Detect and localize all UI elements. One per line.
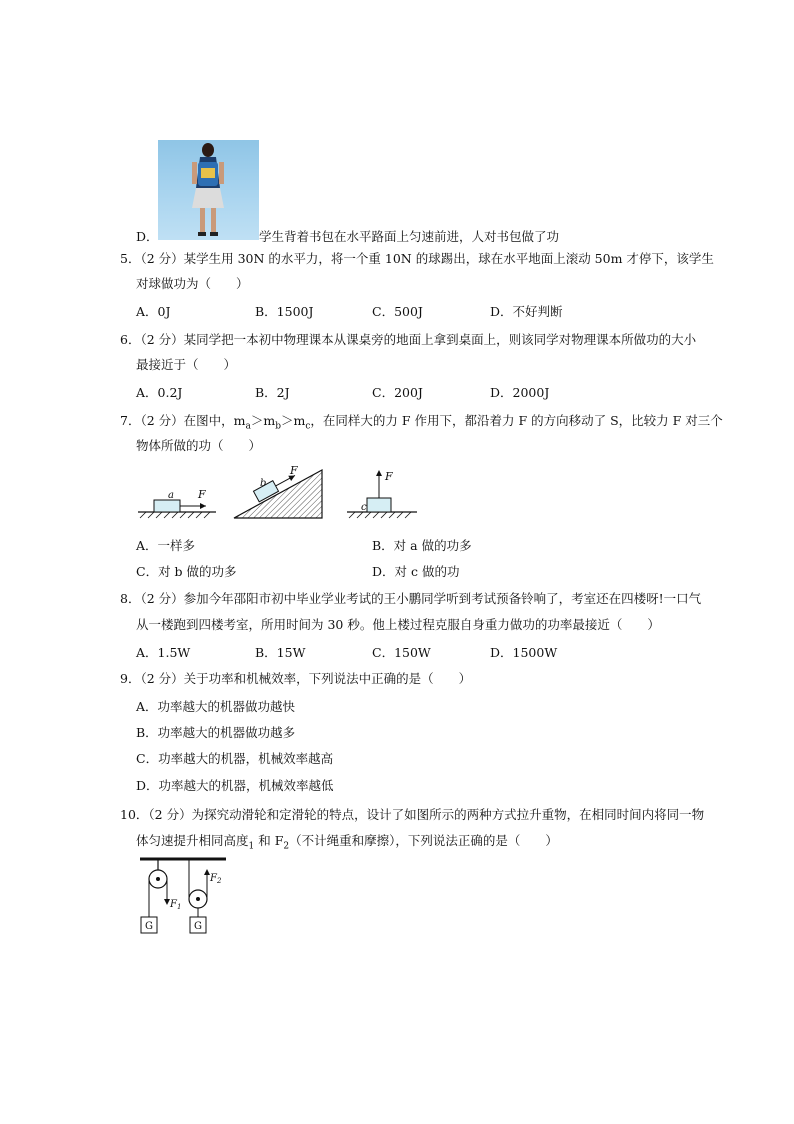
- q8-option-c[interactable]: C．150W: [372, 645, 431, 660]
- q10-line2-sub: 1: [248, 841, 255, 852]
- q6-option-d[interactable]: D．2000J: [490, 385, 550, 400]
- q5-option-c[interactable]: C．500J: [372, 304, 423, 319]
- q5-option-d[interactable]: D．不好判断: [490, 304, 563, 319]
- q10-fixed-pulley: [141, 859, 181, 933]
- q4-option-d-label: D．: [136, 229, 159, 244]
- q6-option-b[interactable]: B．2J: [255, 385, 290, 400]
- q6-option-c[interactable]: C．200J: [372, 385, 423, 400]
- q8-option-d[interactable]: D．1500W: [490, 645, 558, 660]
- q7-force-b-label: F: [290, 464, 298, 477]
- q10-f1-label: $F_1$: [170, 899, 182, 911]
- q7-force-a-label: F: [198, 488, 206, 501]
- q10-line2-post: （不计绳重和摩擦），下列说法正确的是（ ）: [289, 833, 558, 848]
- q9-option-a[interactable]: A．功率越大的机器做功越快: [136, 699, 296, 714]
- q7-label-a: a: [168, 490, 174, 501]
- q7-stem-line2: 物体所做的功（ ）: [136, 438, 262, 453]
- q9-option-b[interactable]: B．功率越大的机器做功越多: [136, 725, 296, 740]
- q7-figure-incline: [230, 462, 330, 524]
- q7-stem-line1: [120, 413, 723, 435]
- q8-option-b[interactable]: B．15W: [255, 645, 306, 660]
- q6-option-a[interactable]: A．0.2J: [136, 385, 183, 400]
- q5-option-a[interactable]: A．0J: [136, 304, 171, 319]
- q7-option-c[interactable]: C．对 b 做的功多: [136, 564, 237, 579]
- q8-stem-line1: 8．（2 分）参加今年邵阳市初中毕业学业考试的王小鹏同学听到考试预备铃响了，考室还在四楼呀!一口气: [120, 591, 702, 606]
- q10-line2-sub2: 2: [283, 841, 290, 852]
- q7-block-b-diagram: [234, 464, 322, 518]
- q7-gt1: ＞m: [250, 413, 276, 428]
- q10-f2-label: $F_2$: [210, 873, 222, 885]
- q10-g2-label: G: [194, 921, 202, 932]
- q7-sub-c: c: [305, 421, 311, 432]
- q7-sub-b: b: [275, 421, 281, 432]
- q6-stem-line1: 6．（2 分）某同学把一本初中物理课本从课桌旁的地面上拿到桌面上，则该同学对物理课本所做功的大小: [120, 332, 697, 347]
- q6-stem-line2: 最接近于（ ）: [136, 357, 237, 372]
- q7-figure-vertical: [345, 462, 425, 524]
- q7-option-b[interactable]: B．对 a 做的功多: [372, 538, 472, 553]
- q10-movable-pulley: [189, 859, 222, 933]
- q7-stem-post: ，在同样大的力 F 作用下，都沿着力 F 的方向移动了 S，比较力 F 对三个: [310, 413, 723, 428]
- q5-stem-line2: 对球做功为（ ）: [136, 276, 249, 291]
- q8-stem-line2: 从一楼跑到四楼考室，所用时间为 30 秒。他上楼过程克服自身重力做功的功率最接近（ ）: [136, 617, 660, 632]
- q10-stem-line1: 10．（2 分）为探究动滑轮和定滑轮的特点，设计了如图所示的两种方式拉升重物，在相同时间内将同一物: [120, 807, 705, 822]
- q9-stem-line1: 9．（2 分）关于功率和机械效率，下列说法中正确的是（ ）: [120, 671, 472, 686]
- q7-option-a[interactable]: A．一样多: [136, 538, 196, 553]
- student-figure-illustration: [158, 140, 259, 240]
- q7-block-c-diagram: [347, 470, 417, 518]
- q10-line2-pre: 体匀速提升相同高度: [136, 833, 249, 848]
- q7-sub-a: a: [245, 421, 251, 432]
- q4-option-d-text: 学生背着书包在水平路面上匀速前进，人对书包做了功: [259, 229, 560, 244]
- q5-stem-line1: 5．（2 分）某学生用 30N 的水平力，将一个重 10N 的球踢出，球在水平地面上滚动 50m 才停下，该学生: [120, 251, 714, 266]
- q5-option-b[interactable]: B．1500J: [255, 304, 314, 319]
- q10-stem-line2: [136, 833, 558, 855]
- q10-g1-label: G: [145, 921, 153, 932]
- q7-force-c-label: F: [385, 470, 393, 483]
- q8-option-a[interactable]: A．1.5W: [136, 645, 191, 660]
- q7-block-a-diagram: [138, 488, 216, 518]
- q9-option-c[interactable]: C．功率越大的机器，机械效率越高: [136, 751, 334, 766]
- student-backpack-photo: [158, 140, 259, 240]
- q10-line2-mid: 和 F: [254, 833, 284, 848]
- q7-option-d[interactable]: D．对 c 做的功: [372, 564, 460, 579]
- q7-label-b: b: [260, 478, 267, 489]
- q7-gt2: ＞m: [280, 413, 306, 428]
- q10-pulley-figure: [136, 855, 236, 939]
- q7-stem-pre: 7．（2 分）在图中，m: [120, 413, 246, 428]
- q9-option-d[interactable]: D．功率越大的机器，机械效率越低: [136, 778, 334, 793]
- q7-label-c: c: [361, 502, 367, 513]
